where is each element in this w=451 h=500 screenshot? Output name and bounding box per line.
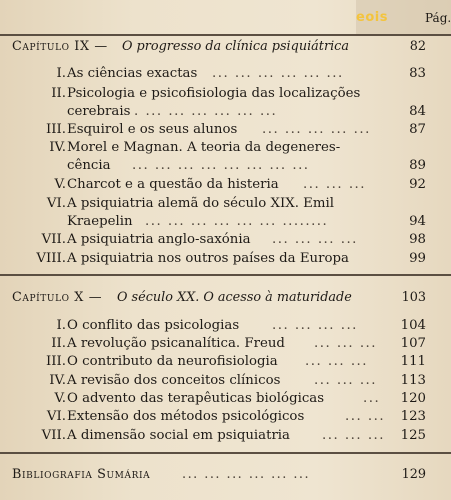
entry-title: O advento das terapêuticas biológicas — [67, 391, 325, 406]
entry-page: 125 — [400, 428, 426, 443]
chapter-page: 103 — [401, 290, 426, 305]
toc-entry — [0, 63, 451, 84]
leader-dots: ... ... ... — [303, 177, 366, 192]
toc-entry — [0, 229, 451, 250]
leader-dots: ... ... ... — [322, 428, 385, 443]
leader-dots: ... ... — [345, 409, 386, 424]
leader-dots: ... ... ... ... — [272, 318, 358, 333]
entry-number: VII. — [41, 428, 66, 443]
entry-page: 98 — [409, 232, 426, 247]
entry-title: O contributo da neurofisiologia — [67, 354, 278, 369]
toc-entry — [0, 174, 451, 195]
entry-page: 107 — [400, 336, 426, 351]
entry-number: V. — [54, 177, 66, 192]
entry-title: cerebrais — [67, 104, 131, 119]
entry-number: IV. — [49, 373, 66, 388]
entry-page: 99 — [409, 251, 426, 266]
divider-rule — [0, 452, 451, 454]
entry-title: As ciências exactas — [67, 66, 198, 81]
entry-number: II. — [51, 336, 66, 351]
entry-number: IV. — [49, 140, 66, 155]
entry-number: V. — [54, 391, 66, 406]
toc-entry — [0, 425, 451, 446]
entry-number: III. — [46, 354, 66, 369]
chapter-title: O século XX. O acesso à maturidade — [117, 290, 352, 305]
chapter-page: 82 — [409, 39, 426, 54]
entry-title: Morel e Magnan. A teoria da degeneres- — [67, 140, 341, 155]
entry-number: VIII. — [36, 251, 66, 266]
divider-rule — [0, 274, 451, 276]
chapter-label: Capítulo X — — [12, 290, 103, 305]
entry-page: 89 — [409, 158, 426, 173]
entry-title: A psiquiatria anglo-saxónia — [67, 232, 251, 247]
entry-page: 120 — [400, 391, 426, 406]
entry-title: Extensão dos métodos psicológicos — [67, 409, 305, 424]
chapter-title: O progresso da clínica psiquiátrica — [122, 39, 349, 54]
entry-page: 83 — [409, 66, 426, 81]
leader-dots: ... ... ... — [305, 354, 368, 369]
bibliography-page: 129 — [401, 467, 426, 482]
entry-number: I. — [56, 66, 66, 81]
leader-dots: ... ... ... ... ... — [262, 122, 371, 137]
entry-page: 111 — [400, 354, 426, 369]
chapter-label: Capítulo IX — — [12, 39, 108, 54]
entry-page: 87 — [409, 122, 426, 137]
toc-entry-continued — [0, 155, 451, 176]
toc-entry — [0, 248, 451, 269]
leader-dots: ... ... ... ... ... ... — [212, 66, 344, 81]
bibliography-label: Bibliografia Sumária — [12, 467, 151, 482]
entry-title: Psicologia e psicofisiologia das localizações — [67, 86, 361, 101]
entry-title: cência — [67, 158, 111, 173]
chapter-heading — [0, 287, 451, 308]
entry-title: O conflito das psicologias — [67, 318, 240, 333]
entry-page: 123 — [400, 409, 426, 424]
entry-number: VI. — [46, 409, 66, 424]
entry-number: VI. — [46, 196, 66, 211]
entry-number: I. — [56, 318, 66, 333]
entry-title: A psiquiatria nos outros países da Europa — [67, 251, 349, 266]
entry-title: A revolução psicanalítica. Freud — [67, 336, 285, 351]
entry-title: Kraepelin — [67, 214, 133, 229]
entry-page: 84 — [409, 104, 426, 119]
entry-page: 92 — [409, 177, 426, 192]
leader-dots: ... ... ... ... ... ... ........ — [145, 214, 329, 229]
entry-title: A psiquiatria alemã do século XIX. Emil — [67, 196, 334, 211]
toc-entry — [0, 351, 451, 372]
watermark-logo: eois — [356, 10, 388, 25]
entry-page: 113 — [400, 373, 426, 388]
entry-number: III. — [46, 122, 66, 137]
entry-page: 104 — [400, 318, 426, 333]
entry-number: II. — [51, 86, 66, 101]
leader-dots: ... — [363, 391, 381, 406]
leader-dots: . ... ... ... ... ... ... — [134, 104, 278, 119]
toc-entry — [0, 406, 451, 427]
entry-title: A dimensão social em psiquiatria — [67, 428, 290, 443]
leader-dots: ... ... ... ... ... ... ... ... — [132, 158, 310, 173]
chapter-heading — [0, 36, 451, 57]
entry-title: A revisão dos conceitos clínicos — [67, 373, 281, 388]
leader-dots: ... ... ... ... ... ... — [182, 467, 311, 482]
entry-number: VII. — [41, 232, 66, 247]
entry-page: 94 — [409, 214, 426, 229]
leader-dots: ... ... ... ... — [272, 232, 358, 247]
page-column-header: Pág. — [425, 11, 451, 25]
entry-title: Charcot e a questão da histeria — [67, 177, 279, 192]
leader-dots: ... ... ... — [314, 373, 377, 388]
bibliography-entry — [0, 464, 451, 485]
leader-dots: ... ... ... — [314, 336, 377, 351]
entry-title: Esquirol e os seus alunos — [67, 122, 238, 137]
